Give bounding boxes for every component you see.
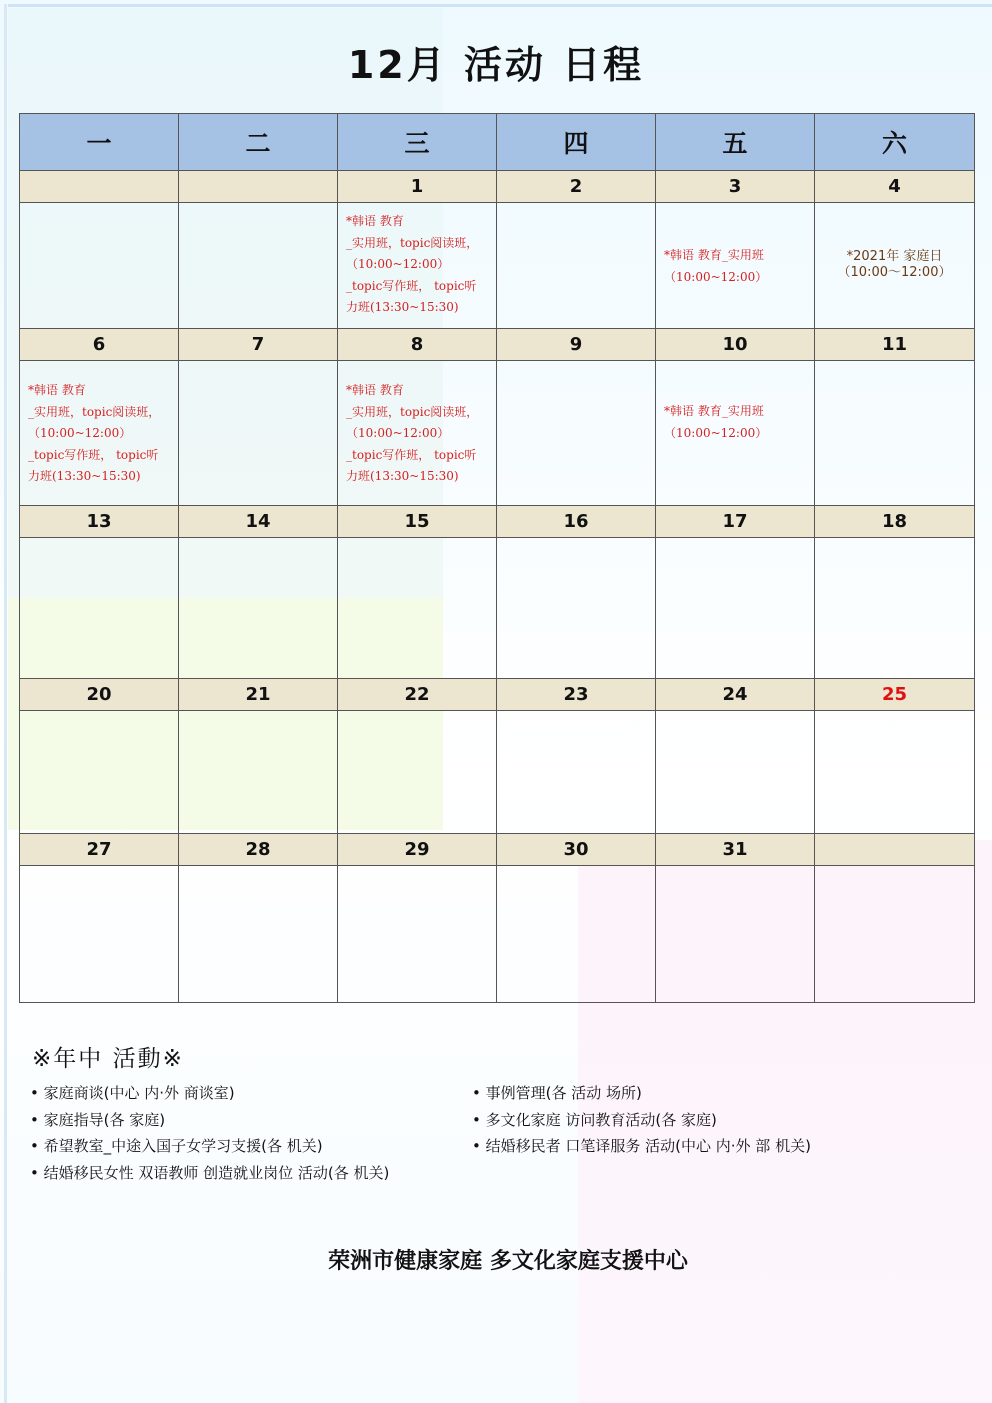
weekday-header: 二 bbox=[179, 114, 338, 171]
day-cell bbox=[179, 203, 338, 329]
list-item: • 希望教室_中途入国子女学习支援(各 机关) bbox=[30, 1137, 323, 1155]
yearly-list-right bbox=[472, 1082, 811, 1162]
event-row bbox=[20, 361, 975, 506]
day-cell bbox=[497, 361, 656, 506]
day-cell bbox=[656, 866, 815, 1003]
day-cell bbox=[20, 866, 179, 1003]
event-text: *韩语 教育 _实用班，topic阅读班， （10:00~12:00） _topic写作班， topic听 力班(13:30~15:30) bbox=[346, 214, 479, 314]
date-cell: 31 bbox=[656, 834, 815, 866]
date-cell: 16 bbox=[497, 506, 656, 538]
day-cell bbox=[20, 538, 179, 679]
date-cell: 29 bbox=[338, 834, 497, 866]
date-cell bbox=[815, 834, 975, 866]
list-item: • 结婚移民女性 双语教师 创造就业岗位 活动(各 机关) bbox=[30, 1163, 390, 1182]
event-row bbox=[20, 538, 975, 679]
day-cell bbox=[20, 361, 179, 506]
date-cell: 14 bbox=[179, 506, 338, 538]
date-cell: 2 bbox=[497, 171, 656, 203]
date-cell: 23 bbox=[497, 679, 656, 711]
date-cell: 11 bbox=[815, 329, 975, 361]
list-item: • 事例管理(各 活动 场所) bbox=[472, 1084, 642, 1102]
event-text: *韩语 教育 _实用班，topic阅读班， （10:00~12:00） _topic写作班， topic听 力班(13:30~15:30) bbox=[346, 383, 479, 483]
page-title: 12月 活动 日程 bbox=[347, 43, 645, 87]
event-row bbox=[20, 203, 975, 329]
event-text bbox=[179, 203, 337, 211]
weekday-header: 六 bbox=[815, 114, 975, 171]
day-cell bbox=[815, 203, 975, 329]
date-cell: 1 bbox=[338, 171, 497, 203]
date-cell bbox=[20, 171, 179, 203]
day-cell bbox=[20, 203, 179, 329]
date-row bbox=[20, 506, 975, 538]
date-cell bbox=[179, 171, 338, 203]
event-text bbox=[20, 203, 178, 211]
date-cell: 30 bbox=[497, 834, 656, 866]
day-cell bbox=[338, 361, 497, 506]
date-cell: 18 bbox=[815, 506, 975, 538]
list-item: • 家庭指导(各 家庭) bbox=[30, 1110, 166, 1129]
date-cell: 28 bbox=[179, 834, 338, 866]
weekday-header: 一 bbox=[20, 114, 179, 171]
yearly-list-left bbox=[30, 1082, 389, 1188]
day-cell bbox=[497, 538, 656, 679]
event-text: *韩语 教育 _实用班，topic阅读班， （10:00~12:00） _topic写作班， topic听 力班(13:30~15:30) bbox=[28, 383, 161, 483]
event-text: *韩语 教育_实用班 （10:00~12:00） bbox=[664, 248, 768, 284]
list-item: • 多文化家庭 访问教育活动(各 家庭) bbox=[472, 1110, 717, 1129]
day-cell bbox=[497, 866, 656, 1003]
date-cell: 13 bbox=[20, 506, 179, 538]
day-cell bbox=[656, 203, 815, 329]
day-cell bbox=[815, 538, 975, 679]
list-item: • 家庭商谈(中心 内·外 商谈室) bbox=[30, 1084, 235, 1102]
date-cell: 4 bbox=[815, 171, 975, 203]
date-cell: 21 bbox=[179, 679, 338, 711]
day-cell bbox=[815, 866, 975, 1003]
list-item: • 结婚移民者 口笔译服务 活动(中心 内·外 部 机关) bbox=[472, 1137, 811, 1155]
date-cell: 10 bbox=[656, 329, 815, 361]
day-cell bbox=[179, 538, 338, 679]
page-border-left bbox=[4, 4, 7, 1403]
date-cell: 8 bbox=[338, 329, 497, 361]
event-text bbox=[497, 361, 655, 369]
date-cell: 7 bbox=[179, 329, 338, 361]
weekday-header-row bbox=[20, 114, 975, 171]
day-cell bbox=[338, 866, 497, 1003]
day-cell bbox=[815, 361, 975, 506]
day-cell bbox=[338, 711, 497, 834]
weekday-header: 五 bbox=[656, 114, 815, 171]
event-text bbox=[497, 203, 655, 211]
calendar-table bbox=[19, 113, 975, 1003]
event-row bbox=[20, 711, 975, 834]
day-cell bbox=[338, 203, 497, 329]
date-row bbox=[20, 329, 975, 361]
day-cell bbox=[497, 203, 656, 329]
day-cell bbox=[656, 538, 815, 679]
day-cell bbox=[497, 711, 656, 834]
yearly-activities-title: ※年中 活動※ bbox=[32, 1046, 184, 1072]
event-text bbox=[815, 361, 974, 369]
day-cell bbox=[179, 866, 338, 1003]
weekday-header: 四 bbox=[497, 114, 656, 171]
date-cell: 17 bbox=[656, 506, 815, 538]
event-text: *韩语 教育_实用班 （10:00~12:00） bbox=[664, 404, 768, 440]
day-cell bbox=[656, 361, 815, 506]
day-cell bbox=[815, 711, 975, 834]
date-cell: 22 bbox=[338, 679, 497, 711]
date-row bbox=[20, 834, 975, 866]
date-cell: 9 bbox=[497, 329, 656, 361]
holiday-date-cell: 25 bbox=[815, 679, 975, 711]
event-row bbox=[20, 866, 975, 1003]
family-day-event: *2021年 家庭日 （10:00～12:00） bbox=[837, 249, 952, 280]
day-cell bbox=[20, 711, 179, 834]
day-cell bbox=[656, 711, 815, 834]
day-cell bbox=[179, 361, 338, 506]
date-cell: 15 bbox=[338, 506, 497, 538]
day-cell bbox=[338, 538, 497, 679]
date-cell: 6 bbox=[20, 329, 179, 361]
date-cell: 24 bbox=[656, 679, 815, 711]
day-cell bbox=[179, 711, 338, 834]
date-cell: 20 bbox=[20, 679, 179, 711]
date-cell: 27 bbox=[20, 834, 179, 866]
organization-footer: 荣洲市健康家庭 多文化家庭支援中心 bbox=[328, 1249, 688, 1274]
date-row bbox=[20, 679, 975, 711]
page-border-top bbox=[8, 4, 992, 7]
date-cell: 3 bbox=[656, 171, 815, 203]
weekday-header: 三 bbox=[338, 114, 497, 171]
event-text bbox=[179, 361, 337, 369]
date-row bbox=[20, 171, 975, 203]
